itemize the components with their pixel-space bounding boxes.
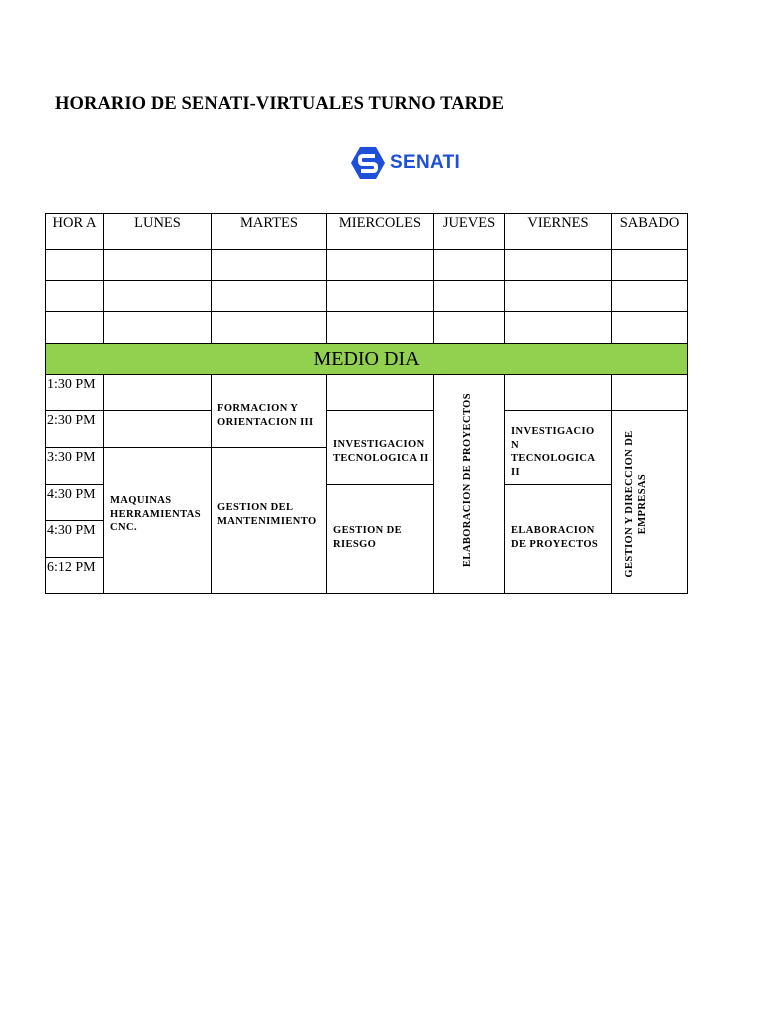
hour-cell: 2:30 PM (47, 413, 96, 428)
subject-miercoles-1: INVESTIGACION TECNOLOGICA II (333, 439, 429, 464)
subject-jueves: ELABORACION DE PROYECTOS (462, 393, 473, 567)
subject-viernes-2: ELABORACION DE PROYECTOS (511, 525, 599, 550)
header-sabado: SABADO (619, 215, 680, 231)
senati-logo-icon (351, 147, 385, 179)
header-lunes: LUNES (134, 215, 181, 231)
header-viernes: VIERNES (527, 215, 589, 231)
header-jueves: JUEVES (442, 215, 496, 231)
header-martes: MARTES (240, 215, 298, 231)
subject-martes-1: FORMACION Y ORIENTACION III (217, 403, 314, 428)
header-hora: HOR A (52, 215, 97, 231)
senati-logo (351, 146, 460, 180)
subject-viernes-1: INVESTIGACIO N TECNOLOGICA II (511, 426, 595, 478)
hour-cell: 4:30 PM (47, 523, 96, 538)
hour-cell: 1:30 PM (47, 377, 96, 392)
hour-cell: 6:12 PM (47, 560, 96, 575)
subject-miercoles-2: GESTION DE RIESGO (333, 525, 403, 550)
page-title: HORARIO DE SENATI-VIRTUALES TURNO TARDE (55, 94, 505, 114)
subject-sabado: GESTION Y DIRECCION DE EMPRESAS (624, 430, 648, 578)
subject-lunes: MAQUINAS HERRAMIENTAS CNC. (110, 495, 201, 533)
break-row (46, 344, 687, 374)
header-miercoles: MIERCOLES (338, 215, 422, 231)
senati-logo-text: SENATI (390, 152, 461, 173)
hour-cell: 4:30 PM (47, 487, 96, 502)
subject-martes-2: GESTION DEL MANTENIMIENTO (217, 502, 317, 527)
hour-cell: 3:30 PM (47, 450, 96, 465)
break-label: MEDIO DIA (313, 348, 420, 370)
